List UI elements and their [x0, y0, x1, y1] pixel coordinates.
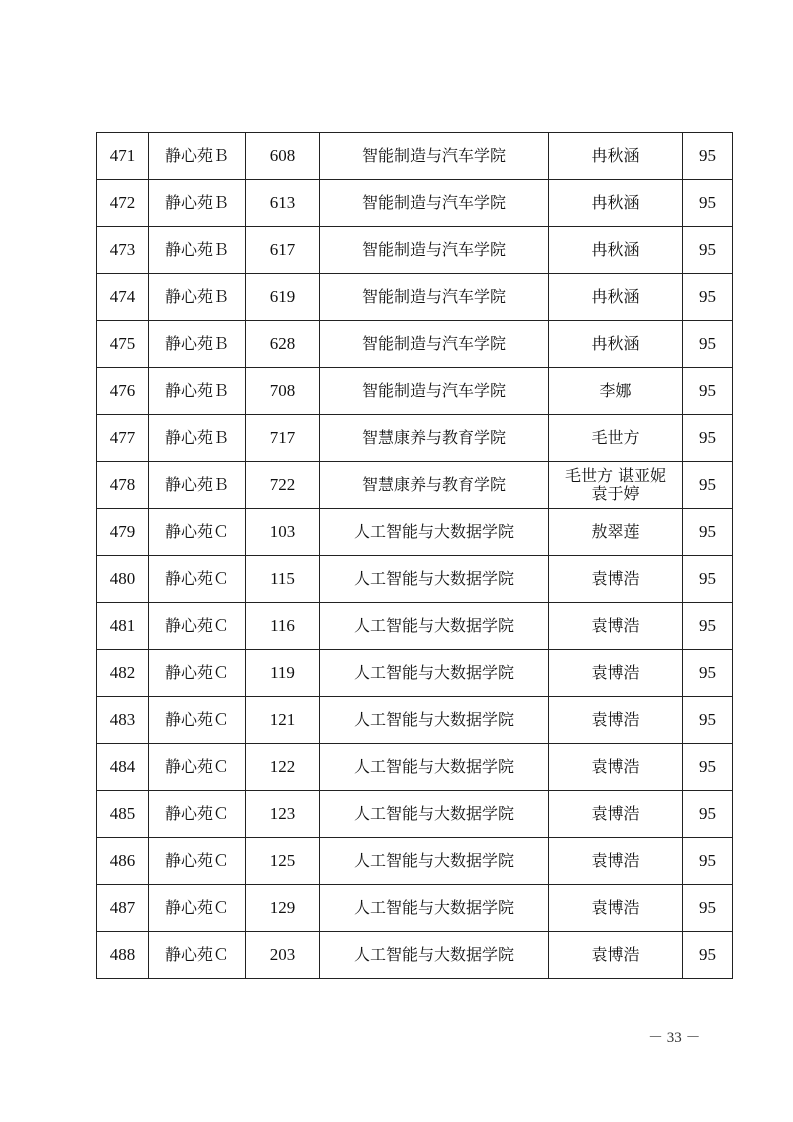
counselor-cell	[549, 133, 683, 180]
row-number-cell: 471	[97, 133, 149, 180]
counselor-cell	[549, 556, 683, 603]
building-cell: 静心苑Ｃ	[149, 744, 246, 791]
counselor-name: 冉秋涵	[591, 239, 640, 259]
row-number-cell: 476	[97, 368, 149, 415]
score-cell: 95	[683, 556, 733, 603]
table-row	[97, 697, 733, 744]
room-cell: 613	[246, 180, 320, 227]
score-cell: 95	[683, 650, 733, 697]
building-cell: 静心苑Ｂ	[149, 321, 246, 368]
room-cell: 115	[246, 556, 320, 603]
table-row	[97, 603, 733, 650]
row-number-cell: 484	[97, 744, 149, 791]
row-number-cell: 485	[97, 791, 149, 838]
score-cell: 95	[683, 180, 733, 227]
table-row	[97, 227, 733, 274]
page-number: － 33 －	[648, 1030, 701, 1046]
score-cell: 95	[683, 838, 733, 885]
counselor-name: 冉秋涵	[591, 192, 640, 212]
counselor-name: 袁博浩	[591, 709, 640, 729]
building-cell: 静心苑Ｂ	[149, 227, 246, 274]
score-cell: 95	[683, 697, 733, 744]
score-cell: 95	[683, 603, 733, 650]
college-cell: 人工智能与大数据学院	[320, 650, 549, 697]
table-row	[97, 462, 733, 509]
room-cell: 203	[246, 932, 320, 979]
counselor-cell	[549, 274, 683, 321]
room-cell: 708	[246, 368, 320, 415]
room-cell: 119	[246, 650, 320, 697]
counselor-cell	[549, 462, 683, 509]
room-cell: 103	[246, 509, 320, 556]
room-cell: 129	[246, 885, 320, 932]
building-cell: 静心苑Ｃ	[149, 697, 246, 744]
table-row	[97, 509, 733, 556]
counselor-name: 冉秋涵	[591, 145, 640, 165]
counselor-cell	[549, 697, 683, 744]
table-body	[97, 133, 733, 979]
college-cell: 人工智能与大数据学院	[320, 838, 549, 885]
college-cell: 智能制造与汽车学院	[320, 180, 549, 227]
room-cell: 608	[246, 133, 320, 180]
room-cell: 717	[246, 415, 320, 462]
score-cell: 95	[683, 321, 733, 368]
counselor-name: 冉秋涵	[591, 333, 640, 353]
counselor-name: 毛世方 谌亚妮	[564, 465, 667, 485]
college-cell: 智能制造与汽车学院	[320, 227, 549, 274]
score-cell: 95	[683, 932, 733, 979]
row-number-cell: 477	[97, 415, 149, 462]
room-cell: 123	[246, 791, 320, 838]
college-cell: 人工智能与大数据学院	[320, 744, 549, 791]
table-row	[97, 368, 733, 415]
college-cell: 人工智能与大数据学院	[320, 509, 549, 556]
building-cell: 静心苑Ｂ	[149, 462, 246, 509]
counselor-name: 袁博浩	[591, 615, 640, 635]
college-cell: 智能制造与汽车学院	[320, 321, 549, 368]
room-cell: 121	[246, 697, 320, 744]
counselor-cell	[549, 321, 683, 368]
row-number-cell: 473	[97, 227, 149, 274]
score-cell: 95	[683, 133, 733, 180]
building-cell: 静心苑Ｂ	[149, 180, 246, 227]
table-row	[97, 556, 733, 603]
table-row	[97, 838, 733, 885]
room-cell: 628	[246, 321, 320, 368]
score-cell: 95	[683, 227, 733, 274]
counselor-cell	[549, 838, 683, 885]
college-cell: 智能制造与汽车学院	[320, 274, 549, 321]
row-number-cell: 478	[97, 462, 149, 509]
college-cell: 人工智能与大数据学院	[320, 697, 549, 744]
college-cell: 人工智能与大数据学院	[320, 603, 549, 650]
row-number-cell: 479	[97, 509, 149, 556]
building-cell: 静心苑Ｃ	[149, 791, 246, 838]
counselor-name: 冉秋涵	[591, 286, 640, 306]
row-number-cell: 486	[97, 838, 149, 885]
counselor-name: 袁博浩	[591, 944, 640, 964]
building-cell: 静心苑Ｂ	[149, 415, 246, 462]
table-row	[97, 885, 733, 932]
building-cell: 静心苑Ｂ	[149, 274, 246, 321]
counselor-name: 袁博浩	[591, 803, 640, 823]
college-cell: 智能制造与汽车学院	[320, 133, 549, 180]
table-row	[97, 415, 733, 462]
room-cell: 122	[246, 744, 320, 791]
counselor-cell	[549, 509, 683, 556]
counselor-cell	[549, 368, 683, 415]
room-cell: 125	[246, 838, 320, 885]
room-cell: 619	[246, 274, 320, 321]
counselor-name: 袁博浩	[591, 568, 640, 588]
counselor-name: 袁博浩	[591, 850, 640, 870]
counselor-cell	[549, 650, 683, 697]
counselor-name: 袁博浩	[591, 662, 640, 682]
building-cell: 静心苑Ｂ	[149, 368, 246, 415]
college-cell: 人工智能与大数据学院	[320, 791, 549, 838]
counselor-name: 敖翠莲	[591, 521, 640, 541]
college-cell: 智慧康养与教育学院	[320, 415, 549, 462]
counselor-cell	[549, 180, 683, 227]
score-cell: 95	[683, 509, 733, 556]
row-number-cell: 480	[97, 556, 149, 603]
row-number-cell: 481	[97, 603, 149, 650]
score-cell: 95	[683, 791, 733, 838]
counselor-cell	[549, 791, 683, 838]
college-cell: 智能制造与汽车学院	[320, 368, 549, 415]
table-row	[97, 650, 733, 697]
counselor-name: 李娜	[599, 380, 632, 400]
table-row	[97, 791, 733, 838]
score-cell: 95	[683, 415, 733, 462]
row-number-cell: 488	[97, 932, 149, 979]
building-cell: 静心苑Ｃ	[149, 603, 246, 650]
room-cell: 722	[246, 462, 320, 509]
counselor-name: 袁博浩	[591, 756, 640, 776]
counselor-cell	[549, 932, 683, 979]
room-cell: 116	[246, 603, 320, 650]
dormitory-score-table	[96, 132, 733, 979]
counselor-cell	[549, 603, 683, 650]
table-row	[97, 133, 733, 180]
room-cell: 617	[246, 227, 320, 274]
building-cell: 静心苑Ｂ	[149, 133, 246, 180]
counselor-name: 毛世方	[591, 427, 640, 447]
row-number-cell: 482	[97, 650, 149, 697]
counselor-cell	[549, 744, 683, 791]
table-row	[97, 321, 733, 368]
score-cell: 95	[683, 744, 733, 791]
row-number-cell: 483	[97, 697, 149, 744]
counselor-cell	[549, 415, 683, 462]
building-cell: 静心苑Ｃ	[149, 556, 246, 603]
college-cell: 人工智能与大数据学院	[320, 885, 549, 932]
score-cell: 95	[683, 368, 733, 415]
counselor-name: 袁于婷	[591, 484, 640, 503]
building-cell: 静心苑Ｃ	[149, 509, 246, 556]
counselor-name: 袁博浩	[591, 897, 640, 917]
table-row	[97, 932, 733, 979]
building-cell: 静心苑Ｃ	[149, 650, 246, 697]
score-cell: 95	[683, 885, 733, 932]
table-row	[97, 274, 733, 321]
building-cell: 静心苑Ｃ	[149, 838, 246, 885]
row-number-cell: 474	[97, 274, 149, 321]
row-number-cell: 475	[97, 321, 149, 368]
score-cell: 95	[683, 274, 733, 321]
table-row	[97, 744, 733, 791]
table-row	[97, 180, 733, 227]
building-cell: 静心苑Ｃ	[149, 885, 246, 932]
college-cell: 智慧康养与教育学院	[320, 462, 549, 509]
building-cell: 静心苑Ｃ	[149, 932, 246, 979]
college-cell: 人工智能与大数据学院	[320, 932, 549, 979]
college-cell: 人工智能与大数据学院	[320, 556, 549, 603]
counselor-cell	[549, 885, 683, 932]
score-cell: 95	[683, 462, 733, 509]
row-number-cell: 487	[97, 885, 149, 932]
row-number-cell: 472	[97, 180, 149, 227]
counselor-cell	[549, 227, 683, 274]
